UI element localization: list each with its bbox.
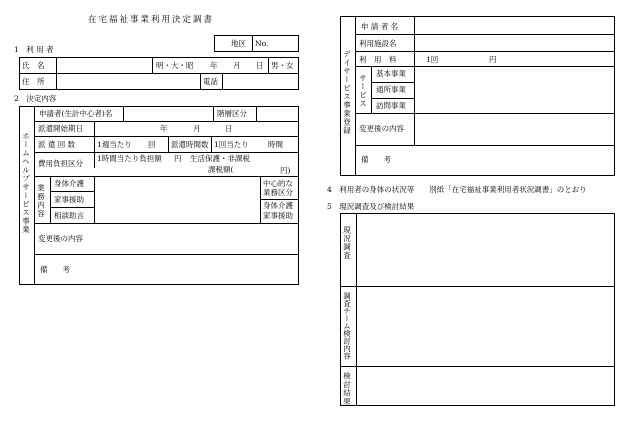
usage-fee-yen: 円 <box>489 55 497 64</box>
homehelp-side-label: ホームヘルプサービス事業 <box>21 132 31 234</box>
per-visit-label: 1回当たり <box>214 140 249 149</box>
applicant-label: 申請者(生計中心者)名 <box>39 109 113 118</box>
service-basic: 基本事業 <box>376 69 406 78</box>
section5-heading: 5 現況調査及び検討結果 <box>327 202 415 211</box>
birth-month: 月 <box>233 61 241 70</box>
section1-heading: 1 利 用 者 <box>14 45 54 54</box>
phone-label: 電話 <box>203 77 218 86</box>
per-week-label: 1週当たり <box>97 140 132 149</box>
dispatch-count-label: 派 遣 回 数 <box>38 140 76 149</box>
fee-category-label: 費用負担区分 <box>38 159 83 168</box>
times-unit: 回 <box>148 140 156 149</box>
taxed-yen: 円) <box>280 166 291 175</box>
hourly-fee-label: 1時間当たり負担額 <box>97 154 162 163</box>
birth-day: 日 <box>256 61 264 70</box>
team-review-row-label: 調査チーム検討内容 <box>342 292 352 360</box>
page-title: 在宅福祉事業利用決定調書 <box>88 15 215 25</box>
care-item-3: 相談助言 <box>54 211 84 220</box>
start-day: 日 <box>225 124 233 133</box>
central-value-2: 家事援助 <box>263 211 293 220</box>
dispatch-hours-label: 派遣時間数 <box>171 140 209 149</box>
taxed-label: 課税額( <box>208 165 234 174</box>
name-label: 氏 名 <box>22 61 45 70</box>
day-remarks-label: 備 考 <box>361 155 391 164</box>
start-month: 月 <box>193 124 201 133</box>
service-commute: 通所事業 <box>376 85 406 94</box>
service-visit: 訪問事業 <box>376 101 406 110</box>
address-label: 住 所 <box>22 77 45 86</box>
hours-unit: 時間 <box>268 140 283 149</box>
day-applicant-label: 申 請 者 名 <box>361 22 399 31</box>
section4-text: 4 利用者の身体の状況等 別紙「在宅福祉事業利用者状況調書」のとおり <box>327 185 587 194</box>
survey-row-label: 現況調査 <box>342 226 352 260</box>
day-service-side-label: デイサービス事業登録 <box>342 50 352 135</box>
start-date-label: 派遣開始期日 <box>38 124 83 133</box>
day-change-label: 変更後の内容 <box>359 124 404 133</box>
welfare-label: 生活保護・非課税 <box>190 154 250 163</box>
usage-fee-times: 1回 <box>426 55 439 64</box>
grade-label: 階層区分 <box>217 109 247 118</box>
district-label: 地区 <box>231 39 246 48</box>
era-label: 明・大・昭 <box>156 61 194 70</box>
service-side-label: サービス <box>358 74 368 108</box>
birth-year: 年 <box>210 61 218 70</box>
survey-table <box>340 213 615 406</box>
fee-yen: 円 <box>174 154 182 163</box>
central-category-label: 中心的な業務区分 <box>263 179 293 197</box>
care-item-2: 家事援助 <box>54 195 84 204</box>
change-label: 変更後の内容 <box>38 234 83 243</box>
section2-heading: 2 決定内容 <box>14 94 57 103</box>
care-item-1: 身体介護 <box>54 179 84 188</box>
district-no-label: No. <box>255 39 269 48</box>
start-year: 年 <box>160 124 168 133</box>
business-content-label: 業務内容 <box>36 184 46 218</box>
central-value-1: 身体介護 <box>263 201 293 210</box>
result-row-label: 検討結果 <box>342 372 352 406</box>
usage-fee-label: 利 用 料 <box>359 55 397 64</box>
remarks-label: 備 考 <box>40 265 70 274</box>
sex-label: 男・女 <box>271 61 294 70</box>
facility-label: 利用施設名 <box>359 39 397 48</box>
